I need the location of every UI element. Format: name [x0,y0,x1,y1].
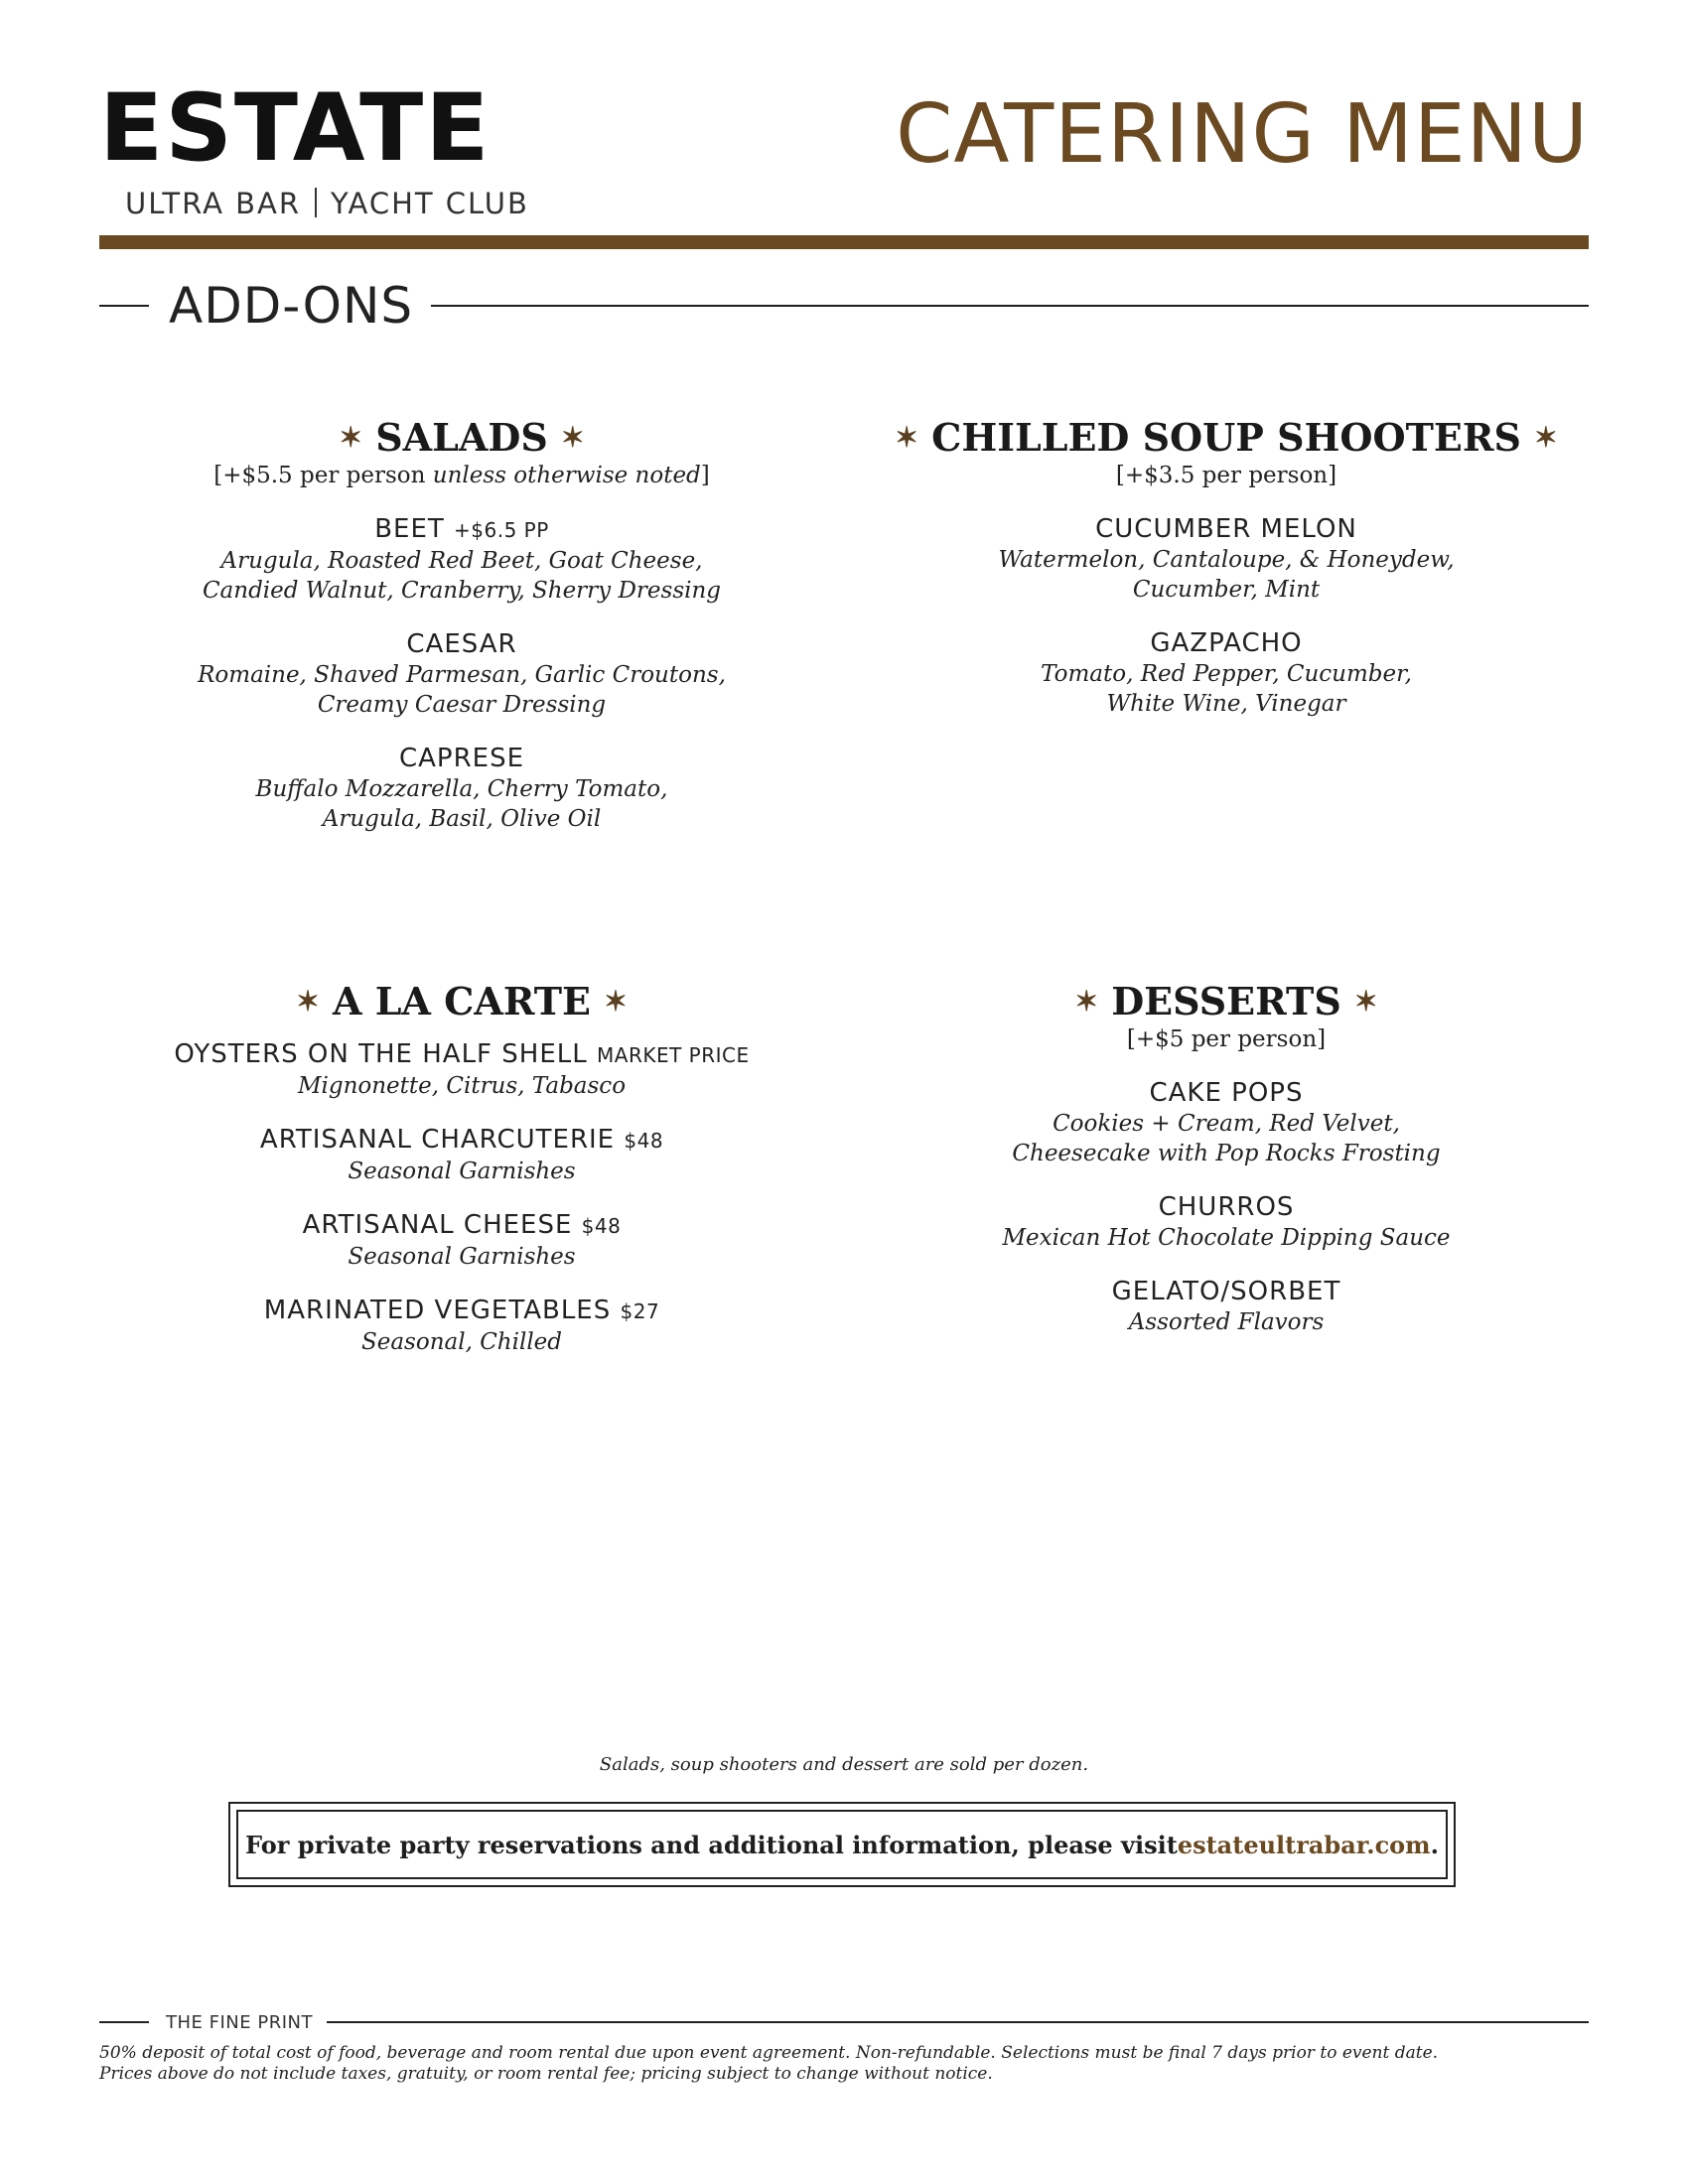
dozen-note: Salads, soup shooters and dessert are sold per dozen. [599,1754,1089,1775]
item-description: Creamy Caesar Dressing [317,692,607,718]
salads-note-text: [+$5.5 per person [213,463,433,488]
item-description: Arugula, Basil, Olive Oil [322,806,602,832]
item-description: Seasonal, Chilled [360,1329,563,1355]
fine-print-text [99,2043,1589,2085]
item-name: ARTISANAL CHEESE [302,1210,573,1240]
item-name: CHURROS [1158,1192,1295,1222]
desserts-title-row [879,979,1574,1024]
salads-section [114,415,809,834]
soups-title: CHILLED SOUP SHOOTERS [931,415,1521,460]
item-name: CAESAR [406,629,517,659]
salads-title: SALADS [375,415,548,460]
desserts-price-note: [+$5 per person] [1126,1026,1327,1052]
item-name: CUCUMBER MELON [1095,514,1357,544]
brand-logo: ESTATE [99,74,492,183]
item-name: CAPRESE [398,744,525,773]
brand-sub-yacht-club: YACHT CLUB [331,187,529,220]
alacarte-title: A LA CARTE [332,979,592,1024]
brand-sub-divider [315,188,317,217]
alacarte-title-row [114,979,809,1024]
alacarte-section [114,979,809,1357]
menu-item-gelato [879,1276,1574,1337]
menu-item-cucumber-melon [879,513,1574,605]
item-description: Arugula, Roasted Red Beet, Goat Cheese, [220,548,703,574]
fine-print-heading [99,2008,1589,2036]
section-title: ADD-ONS [169,277,414,335]
item-name-row [114,513,809,546]
menu-item-beet [114,513,809,606]
item-name: BEET [374,514,445,544]
page-title: CATERING MENU [896,87,1589,182]
soups-title-row [879,415,1574,461]
item-price: $27 [620,1299,660,1323]
section-heading [99,276,1589,336]
item-name-row [114,1038,809,1071]
item-name: CAKE POPS [1149,1078,1304,1108]
header-divider [99,235,1589,249]
item-price: +$6.5 PP [454,518,549,542]
reservation-info-inner [236,1810,1448,1879]
fine-print-line: 50% deposit of total cost of food, beverage and room rental due upon event agreement. Non-refundable. Selections must be final 7 days prior to event date. [99,2043,1439,2063]
item-name-row [114,1295,809,1327]
item-description: White Wine, Vinegar [1106,691,1346,717]
star-icon: ✶ [339,421,362,454]
item-description: Mignonette, Citrus, Tabasco [297,1073,627,1099]
item-description: Mexican Hot Chocolate Dipping Sauce [1002,1225,1451,1251]
menu-item-cheese [114,1209,809,1272]
brand-sub-ultra-bar: ULTRA BAR [125,187,302,220]
item-name: MARINATED VEGETABLES [263,1296,612,1325]
item-description: Buffalo Mozzarella, Cherry Tomato, [255,776,668,802]
item-name: GAZPACHO [1150,628,1303,658]
item-name-row [114,1209,809,1242]
star-icon: ✶ [1074,985,1098,1018]
item-price: $48 [624,1129,664,1153]
menu-item-gazpacho [879,627,1574,719]
item-price: $48 [581,1214,622,1238]
item-description: Cucumber, Mint [1132,577,1321,603]
star-icon: ✶ [296,985,320,1018]
star-icon: ✶ [604,985,628,1018]
star-icon: ✶ [561,421,585,454]
reservation-info-end: . [1430,1830,1439,1859]
item-name: GELATO/SORBET [1111,1277,1341,1306]
item-description: Cheesecake with Pop Rocks Frosting [1012,1141,1441,1166]
fine-print-line: Prices above do not include taxes, gratuity, or room rental fee; pricing subject to change without notice. [99,2064,993,2084]
item-description: Tomato, Red Pepper, Cucumber, [1041,661,1412,687]
salads-note-end: ] [700,463,710,488]
item-name: ARTISANAL CHARCUTERIE [259,1125,616,1155]
salads-note-italic: unless otherwise noted [432,463,701,488]
menu-item-churros [879,1191,1574,1253]
star-icon: ✶ [1354,985,1378,1018]
fine-print-rule [327,2021,1589,2023]
item-description: Cookies + Cream, Red Velvet, [1053,1111,1400,1137]
reservation-info-box [228,1802,1456,1887]
star-icon: ✶ [895,421,918,454]
item-name: OYSTERS ON THE HALF SHELL [174,1039,588,1069]
reservation-info-text: For private party reservations and additional information, please visit [245,1830,1178,1859]
item-name-row [114,1124,809,1157]
menu-item-oysters [114,1038,809,1101]
item-description: Watermelon, Cantaloupe, & Honeydew, [998,547,1455,573]
soups-section [879,415,1574,719]
item-price: MARKET PRICE [597,1043,750,1067]
item-description: Candied Walnut, Cranberry, Sherry Dressing [202,578,722,604]
desserts-section [879,979,1574,1337]
fine-print-title: THE FINE PRINT [166,2011,313,2033]
item-description: Seasonal Garnishes [348,1159,576,1184]
soups-price-note: [+$3.5 per person] [1115,463,1337,488]
fine-print-dash [99,2021,149,2023]
menu-item-vegetables [114,1295,809,1357]
menu-item-caprese [114,743,809,834]
menu-item-cake-pops [879,1077,1574,1168]
brand-subtitle [125,187,529,220]
menu-item-caesar [114,628,809,720]
desserts-title: DESSERTS [1111,979,1341,1024]
item-description: Seasonal Garnishes [348,1244,576,1270]
item-description: Assorted Flavors [1128,1309,1325,1335]
star-icon: ✶ [1534,421,1558,454]
menu-item-charcuterie [114,1124,809,1186]
website-link[interactable]: estateultrabar.com [1177,1830,1431,1859]
salads-price-note [114,461,809,490]
item-description: Romaine, Shaved Parmesan, Garlic Croutons, [198,662,726,688]
section-rule [431,305,1589,307]
salads-title-row [114,415,809,461]
section-dash [99,305,149,307]
